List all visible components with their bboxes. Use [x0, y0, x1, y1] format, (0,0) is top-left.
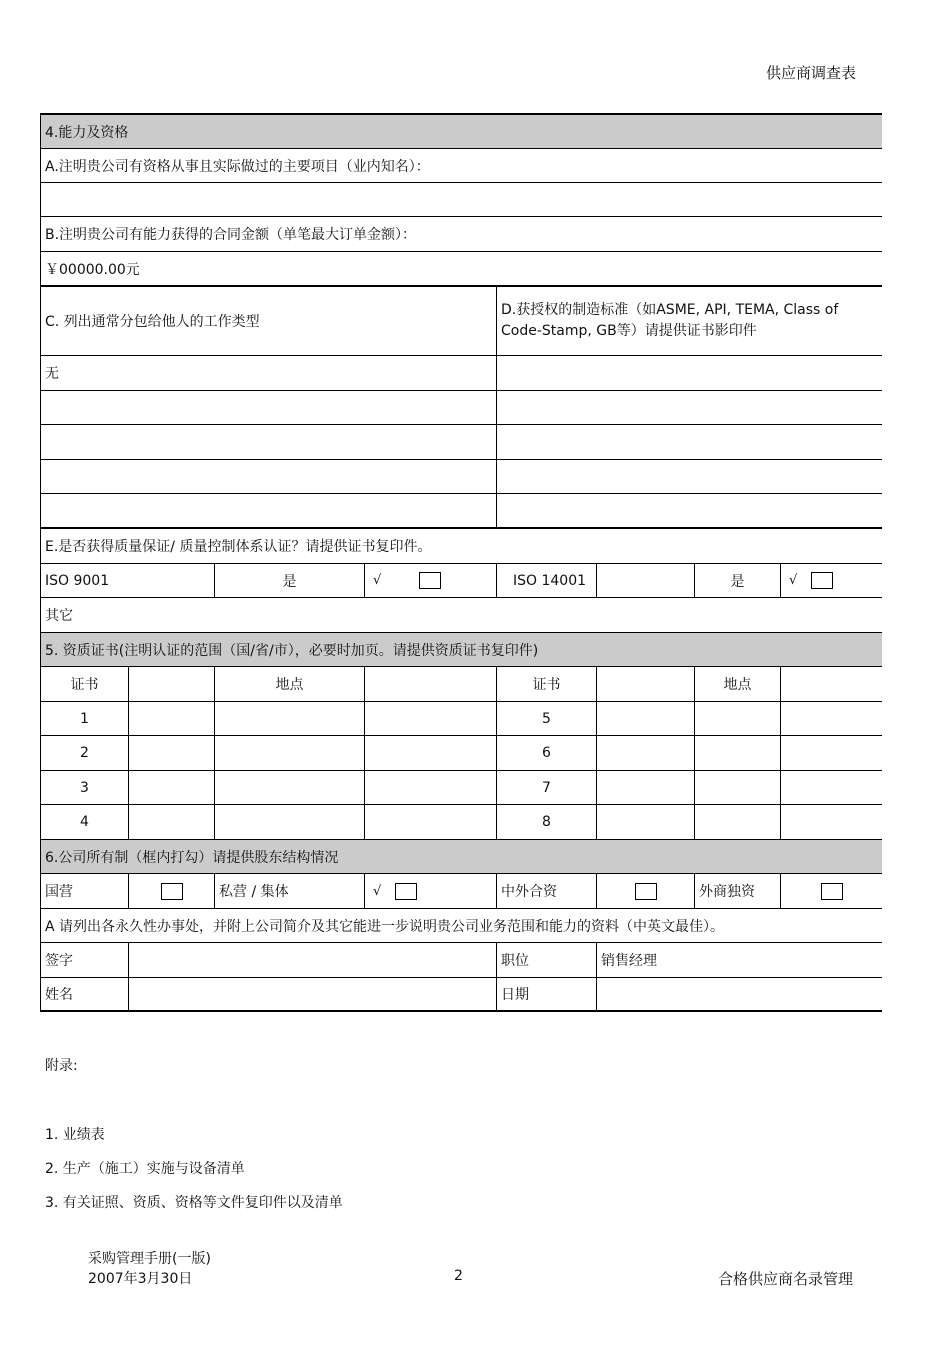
private-collective-label: 私营 / 集体	[214, 874, 364, 908]
place-col-header-left: 地点	[214, 667, 364, 701]
cert-number: 1	[80, 710, 89, 727]
standard-field-4[interactable]	[496, 460, 882, 493]
iso14001-yes-label: 是	[694, 564, 780, 597]
cert-row	[41, 805, 882, 840]
other-certification-label: 其它	[45, 608, 73, 624]
major-projects-field[interactable]	[41, 183, 882, 216]
section4-header	[41, 115, 882, 149]
cert-number: 5	[496, 702, 596, 735]
row-a-label	[41, 149, 882, 183]
iso9001-label: ISO 9001	[45, 572, 110, 589]
cert-col-blank-left	[128, 667, 214, 701]
cert-field[interactable]	[128, 805, 214, 839]
cert-col-header-left: 证书	[70, 677, 99, 693]
place-field[interactable]	[694, 771, 780, 804]
cert-number: 8	[496, 805, 596, 839]
signature-field[interactable]	[128, 943, 496, 977]
row-other	[41, 598, 882, 633]
foreign-owned-label: 外商独资	[694, 874, 780, 908]
subcontract-field-4[interactable]	[41, 460, 496, 493]
ownership-row	[41, 874, 882, 909]
place-extra-field[interactable]	[780, 736, 882, 770]
iso14001-label: ISO 14001	[496, 564, 596, 597]
standard-field-5[interactable]	[496, 494, 882, 527]
iso9001-check-cell	[364, 564, 496, 597]
appendix-item: 2. 生产（施工）实施与设备清单	[45, 1161, 245, 1177]
subcontract-types-label: C. 列出通常分包给他人的工作类型	[45, 314, 260, 330]
cert-field[interactable]	[128, 736, 214, 770]
place-field[interactable]	[214, 736, 364, 770]
cert-row	[41, 736, 882, 771]
section4-title: 4.能力及资格	[45, 124, 129, 141]
row-b-label	[41, 217, 882, 252]
place-extra-field[interactable]	[780, 771, 882, 804]
joint-venture-checkbox[interactable]	[635, 883, 657, 900]
appendix-item: 3. 有关证照、资质、资格等文件复印件以及清单	[45, 1195, 343, 1211]
joint-venture-cell	[596, 874, 694, 908]
cert-number: 4	[80, 814, 89, 830]
iso14001-blank	[596, 564, 694, 597]
place-extra-field[interactable]	[364, 702, 496, 735]
iso9001-yes-label: 是	[214, 564, 364, 597]
subcontract-field-5[interactable]	[41, 494, 496, 527]
private-collective-checkbox[interactable]	[395, 883, 417, 900]
cert-field[interactable]	[128, 771, 214, 804]
row-b-value	[41, 252, 882, 287]
quality-certification-label: E.是否获得质量保证/ 质量控制体系认证？请提供证书复印件。	[45, 539, 432, 555]
subcontract-field-2[interactable]	[41, 391, 496, 424]
appendix-item: 1. 业绩表	[45, 1127, 105, 1143]
cert-number: 3	[80, 779, 89, 796]
cert-col-blank-right	[596, 667, 694, 701]
iso9001-checkbox[interactable]	[419, 572, 441, 589]
manufacturing-standards-text: D.获授权的制造标准（如ASME, API, TEMA, Class of Code-Stamp, GB等）请提供证书影印件	[501, 302, 839, 339]
place-field[interactable]	[694, 702, 780, 735]
subcontract-field-3[interactable]	[41, 425, 496, 459]
position-field[interactable]: 销售经理	[596, 943, 882, 977]
cert-row	[41, 771, 882, 805]
place-field[interactable]	[214, 771, 364, 804]
private-collective-cell	[364, 874, 496, 908]
state-owned-label: 国营	[45, 884, 73, 900]
standard-field-2[interactable]	[496, 391, 882, 424]
offices-note-row	[41, 909, 882, 943]
footer-page-number: 2	[454, 1268, 463, 1284]
row-e-label	[41, 529, 882, 564]
state-owned-cell	[128, 874, 214, 908]
cert-table-header	[41, 667, 882, 702]
signature-label: 签字	[45, 953, 73, 969]
date-field[interactable]	[596, 978, 882, 1010]
place-field[interactable]	[694, 736, 780, 770]
place-field[interactable]	[214, 805, 364, 839]
place-field[interactable]	[694, 805, 780, 839]
row-cd-1	[41, 356, 882, 391]
section6-header	[41, 840, 882, 874]
cert-field[interactable]	[128, 702, 214, 735]
place-extra-field[interactable]	[364, 805, 496, 839]
name-label: 姓名	[45, 987, 73, 1003]
footer-date: 2007年3月30日	[88, 1271, 193, 1287]
place-extra-field[interactable]	[780, 805, 882, 839]
row-a-value	[41, 183, 882, 217]
row-cd-5	[41, 494, 882, 529]
row-cd-2	[41, 391, 882, 425]
row-cd-3	[41, 425, 882, 460]
supplier-survey-form	[40, 113, 882, 1012]
standard-field-3[interactable]	[496, 425, 882, 459]
place-field[interactable]	[214, 702, 364, 735]
row-iso	[41, 564, 882, 598]
place-col-header-right: 地点	[694, 667, 780, 701]
cert-number: 7	[496, 771, 596, 804]
footer-section: 合格供应商名录管理	[718, 1270, 854, 1288]
foreign-owned-cell	[780, 874, 882, 908]
section5-title: 5. 资质证书(注明认证的范围（国/省/市），必要时加页。请提供资质证书复印件)	[45, 642, 539, 659]
cert-col-header-right: 证书	[496, 667, 596, 701]
iso14001-checkbox[interactable]	[811, 572, 833, 589]
name-field[interactable]	[128, 978, 496, 1010]
place-col-blank-right	[780, 667, 882, 701]
foreign-owned-checkbox[interactable]	[821, 883, 843, 900]
state-owned-checkbox[interactable]	[161, 883, 183, 900]
date-label: 日期	[496, 978, 596, 1010]
cert-field[interactable]	[596, 736, 694, 770]
cert-field[interactable]	[596, 805, 694, 839]
section5-header	[41, 633, 882, 667]
row-cd-labels	[41, 287, 882, 356]
sign-row	[41, 943, 882, 978]
major-projects-label: A.注明贵公司有资格从事且实际做过的主要项目（业内知名）：	[45, 158, 430, 175]
iso9001-checkmark: √	[373, 573, 382, 588]
standard-field-1[interactable]	[496, 356, 882, 390]
name-row	[41, 978, 882, 1012]
contract-amount-field[interactable]: ￥00000.00元	[45, 261, 140, 278]
place-extra-field[interactable]	[364, 771, 496, 804]
document-title: 供应商调查表	[766, 64, 857, 82]
appendix-title: 附录:	[45, 1058, 78, 1074]
joint-venture-label: 中外合资	[496, 874, 596, 908]
row-cd-4	[41, 460, 882, 494]
iso14001-check-cell	[780, 564, 882, 597]
cert-number: 6	[496, 736, 596, 770]
cert-number: 2	[80, 745, 89, 761]
place-extra-field[interactable]	[364, 736, 496, 770]
place-extra-field[interactable]	[780, 702, 882, 735]
offices-note: A 请列出各永久性办事处，并附上公司简介及其它能进一步说明贵公司业务范围和能力的资料（中英文最佳）。	[45, 918, 725, 935]
position-label: 职位	[496, 943, 596, 977]
iso14001-checkmark: √	[789, 573, 798, 588]
manufacturing-standards-label	[496, 287, 882, 355]
cert-field[interactable]	[596, 702, 694, 735]
footer-manual: 采购管理手册(一版)	[88, 1251, 211, 1267]
contract-amount-label: B.注明贵公司有能力获得的合同金额（单笔最大订单金额）：	[45, 227, 417, 243]
private-collective-checkmark: √	[373, 883, 382, 899]
cert-row	[41, 702, 882, 736]
cert-field[interactable]	[596, 771, 694, 804]
place-col-blank-left	[364, 667, 496, 701]
section6-title: 6.公司所有制（框内打勾）请提供股东结构情况	[45, 849, 339, 866]
subcontract-field-1[interactable]: 无	[45, 366, 59, 382]
